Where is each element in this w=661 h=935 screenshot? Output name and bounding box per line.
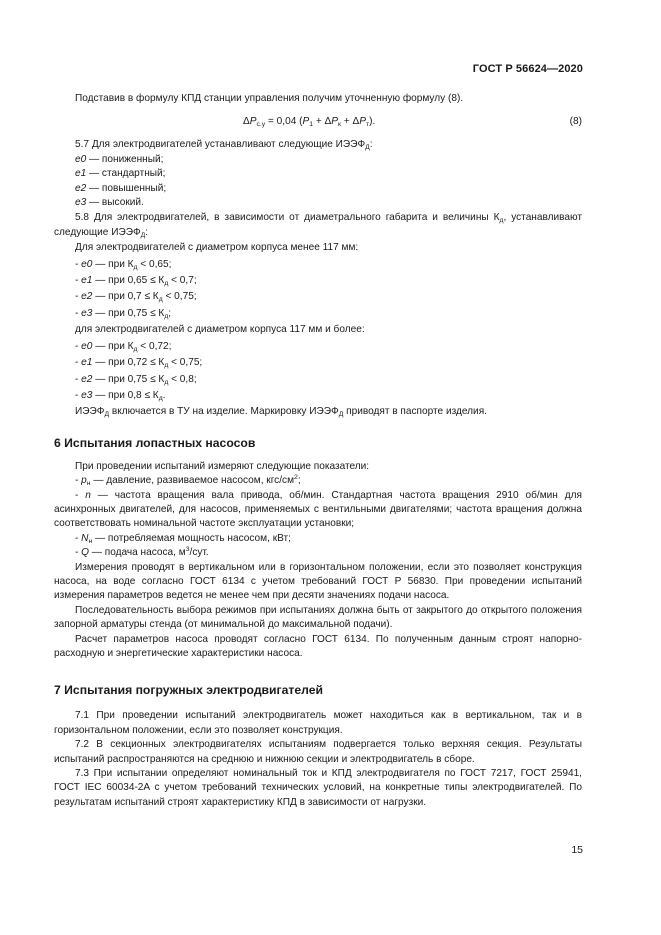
clause-7-3: 7.3 При испытании определяют номинальный ток и КПД электродвигателя по ГОСТ 7217, ГОСТ 25941, ГОСТ IEC 60034-2A с учетом требований технических условий, на конкретные типы электродвигателей. По результатам испытаний строят характеристику КПД в зависимости от нагрузки. xyxy=(54,768,582,808)
clause-5-7: 5.7 Для электродвигателей устанавливают следующие $ИЭЭФ_Д$: xyxy=(75,139,373,152)
list-item: - n — частота вращения вала привода, об/мин. Стандартная частота вращения 2910 об/мин для асинхронных двигателей, для насосов, применяемых с вентильными двигателями; частота вращения должна соответствовать номинальной частоте эксплуатации установки; xyxy=(54,489,582,530)
list-item: - е3 — при $0,8 \le К_д$. xyxy=(75,389,166,402)
formula-expression: $\Delta P_{с.у} = 0,04$ $(P_1 + \Delta P_к + \Delta P_т)$. xyxy=(243,116,376,129)
marking-paragraph: $ИЭЭФ_Д$ включается в ТУ на изделие. Маркировку $ИЭЭФ_Д$ приводят в паспорте изделия. xyxy=(75,406,487,419)
list-item: е3 — высокий. xyxy=(75,197,144,209)
list-item: - е2 — при $0,7 \le К_д < 0,75$; xyxy=(75,291,197,304)
list-item: е1 — стандартный; xyxy=(75,168,166,180)
standard-code: ГОСТ Р 56624—2020 xyxy=(472,63,583,75)
section-6-lead: При проведении испытаний измеряют следующие показатели: xyxy=(75,460,370,472)
list-item: е2 — повышенный; xyxy=(75,182,167,194)
list-item: - е0 — при $К_д < 0,72$; xyxy=(75,340,172,353)
section-7-heading: 7 Испытания погружных электродвигателей xyxy=(54,683,323,698)
section-6-para-3: Расчет параметров насоса проводят согласно ГОСТ 6134. По полученным данным строят напорно-расходную и энергетические характеристики насоса. xyxy=(54,633,582,659)
clause-5-8: 5.8 Для электродвигателей, в зависимости от диаметрального габарита и величины $К_д$, устанавливают следующие $ИЭЭФ_Д$: xyxy=(54,212,582,239)
list-item: - е3 — при $0,75 \le К_д$; xyxy=(75,307,172,320)
list-item: - Q — подача насоса, $м^3$/сут. xyxy=(75,546,209,559)
group-1-title: Для электродвигателей с диаметром корпуса менее 117 мм: xyxy=(75,242,359,254)
page-number: 15 xyxy=(571,844,583,856)
list-item: - е1 — при $0,72 \le К_д < 0,75$; xyxy=(75,357,203,370)
section-6-para-2: Последовательность выбора режимов при испытаниях должна быть от закрытого до открытого положения запорной арматуры стенда (от минимальной до максимальной подачи). xyxy=(54,604,582,631)
list-item: - е0 — при $К_д < 0,65$; xyxy=(75,258,172,271)
formula-8 xyxy=(75,113,582,133)
list-item: е0 — пониженный; xyxy=(75,153,164,165)
section-6-para-1: Измерения проводят в вертикальном или в горизонтальном положении, если это позволяет конструкция насоса, на воде согласно ГОСТ 6134 с учетом требований ГОСТ Р 56830. При проведении испытаний измерения параметров ведется не менее чем при десяти значениях подачи насоса. xyxy=(54,561,582,602)
clause-7-1: 7.1 При проведении испытаний электродвигатель может находиться как в вертикальном, так и в горизонтальном положении, если это позволяет конструкция. xyxy=(54,710,582,736)
list-item: - $p_н$ — давление, развиваемое насосом, кгс/$см^2$; xyxy=(75,474,301,488)
list-item: - $N_н$ — потребляемая мощность насосом, кВт; xyxy=(75,532,291,545)
intro-paragraph: Подставив в формулу КПД станции управления получим уточненную формулу (8). xyxy=(75,93,464,104)
list-item: - е1 — при $0,65 \le К_д < 0,7$; xyxy=(75,275,197,288)
list-item: - е2 — при $0,75 \le К_д < 0,8$; xyxy=(75,373,197,386)
formula-number: (8) xyxy=(569,116,582,128)
clause-7-2: 7.2 В секционных электродвигателях испытаниям подвергается только верхняя секция. Результаты испытаний распространяются на среднюю и нижнюю секции и электродвигатель в сборе. xyxy=(54,739,582,765)
section-6-heading: 6 Испытания лопастных насосов xyxy=(54,435,256,450)
group-2-title: для электродвигателей с диаметром корпуса 117 мм и более: xyxy=(75,324,365,336)
page-content xyxy=(54,92,582,810)
